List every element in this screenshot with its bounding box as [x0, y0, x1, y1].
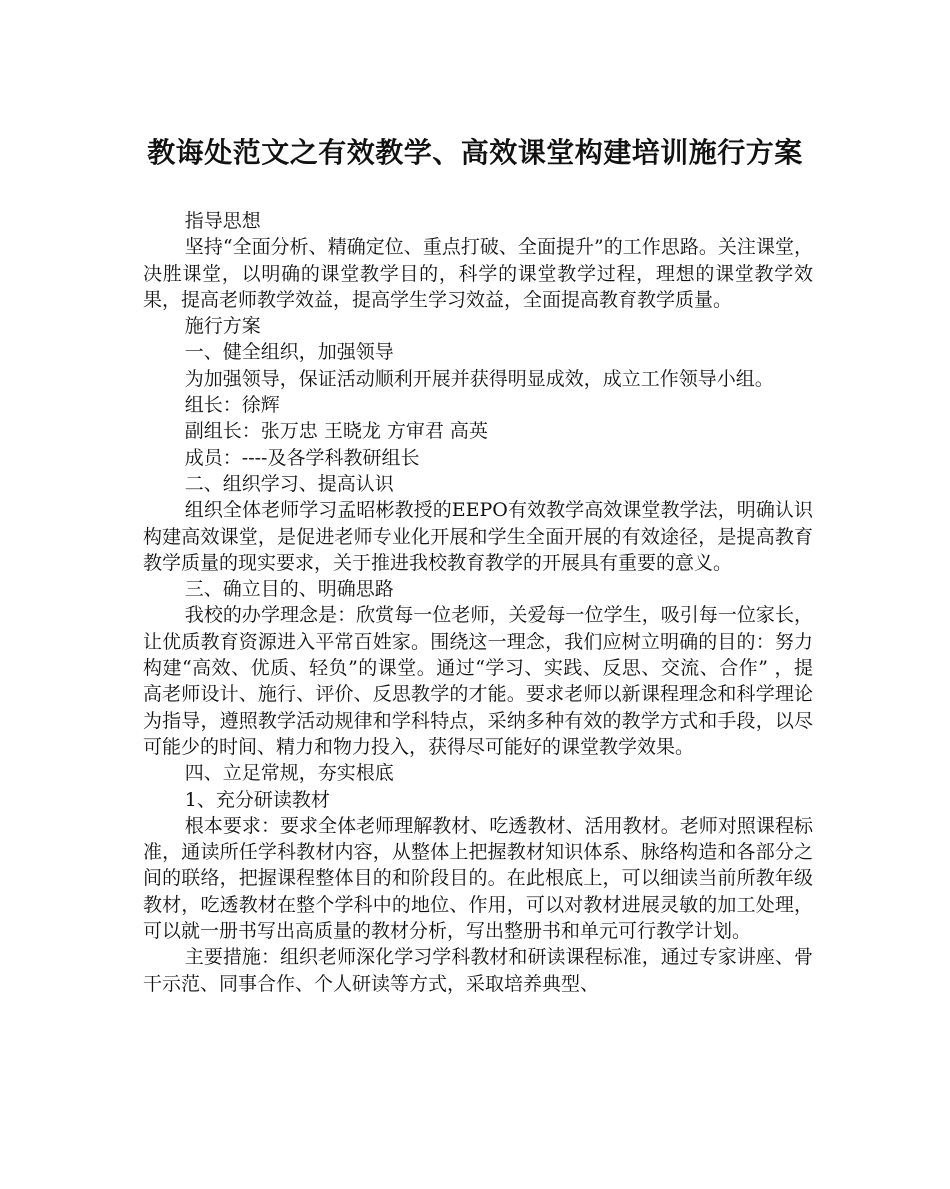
- paragraph-study: 组织全体老师学习孟昭彬教授的EEPO有效教学高效课堂教学法，明确认识构建高效课堂，是促进老师专业化开展和学生全面开展的有效途径，是提高教育教学质量的现实要求，关于推进我校教育教学的开展具有重要的意义。: [143, 499, 813, 574]
- section-heading-3: 三、确立目的、明确思路: [184, 578, 394, 601]
- section-heading-1: 一、健全组织，加强领导: [184, 341, 394, 364]
- subsection-heading-1: 1、充分研读教材: [184, 788, 330, 811]
- paragraph-plan-heading: 施行方案: [184, 315, 261, 338]
- paragraph-leader: 组长：徐辉: [184, 394, 280, 417]
- paragraph-members: 成员：----及各学科教研组长: [184, 446, 420, 469]
- document-body: [143, 208, 813, 997]
- paragraph-guiding-text: 坚持“全面分析、精确定位、重点打破、全面提升”的工作思路。关注课堂，决胜课堂，以明确的课堂教学目的，科学的课堂教学过程，理想的课堂教学效果，提高老师教学效益，提高学生学习效益，全面提高教育教学质量。: [143, 236, 813, 311]
- paragraph-deputy-leaders: 副组长：张万忠 王晓龙 方审君 高英: [184, 420, 488, 443]
- document-title: 教诲处范文之有效教学、高效课堂构建培训施行方案: [147, 136, 803, 169]
- paragraph-philosophy: 我校的办学理念是：欣赏每一位老师，关爱每一位学生，吸引每一位家长，让优质教育资源进入平常百姓家。围绕这一理念，我们应树立明确的目的：努力构建“高效、优质、轻负”的课堂。通过“学习、实践、反思、交流、合作” ，提高老师设计、施行、评价、反思教学的才能。要求老师以新课程理念和科学理论为指导，遵照教学活动规律和学科特点，采纳多种有效的教学方式和手段，以尽可能少的时间、精力和物力投入，获得尽可能好的课堂教学效果。: [143, 604, 813, 758]
- paragraph-guiding-heading: 指导思想: [184, 210, 261, 232]
- paragraph-leadership: 为加强领导，保证活动顺利开展并获得明显成效，成立工作领导小组。: [184, 367, 774, 390]
- section-heading-4: 四、立足常规，夯实根底: [184, 762, 394, 785]
- paragraph-main-measures: 主要措施：组织老师深化学习学科教材和研读课程标准，通过专家讲座、骨干示范、同事合作、个人研读等方式，采取培养典型、: [143, 946, 813, 995]
- paragraph-basic-requirements: 根本要求：要求全体老师理解教材、吃透教材、活用教材。老师对照课程标准，通读所任学科教材内容，从整体上把握教材知识体系、脉络构造和各部分之间的联络，把握课程整体目的和阶段目的。在此根底上，可以细读当前所教年级教材，吃透教材在整个学科中的地位、作用，可以对教材进展灵敏的加工处理，可以就一册书写出高质量的教材分析，写出整册书和单元可行教学计划。: [143, 814, 813, 943]
- section-heading-2: 二、组织学习、提高认识: [184, 472, 394, 495]
